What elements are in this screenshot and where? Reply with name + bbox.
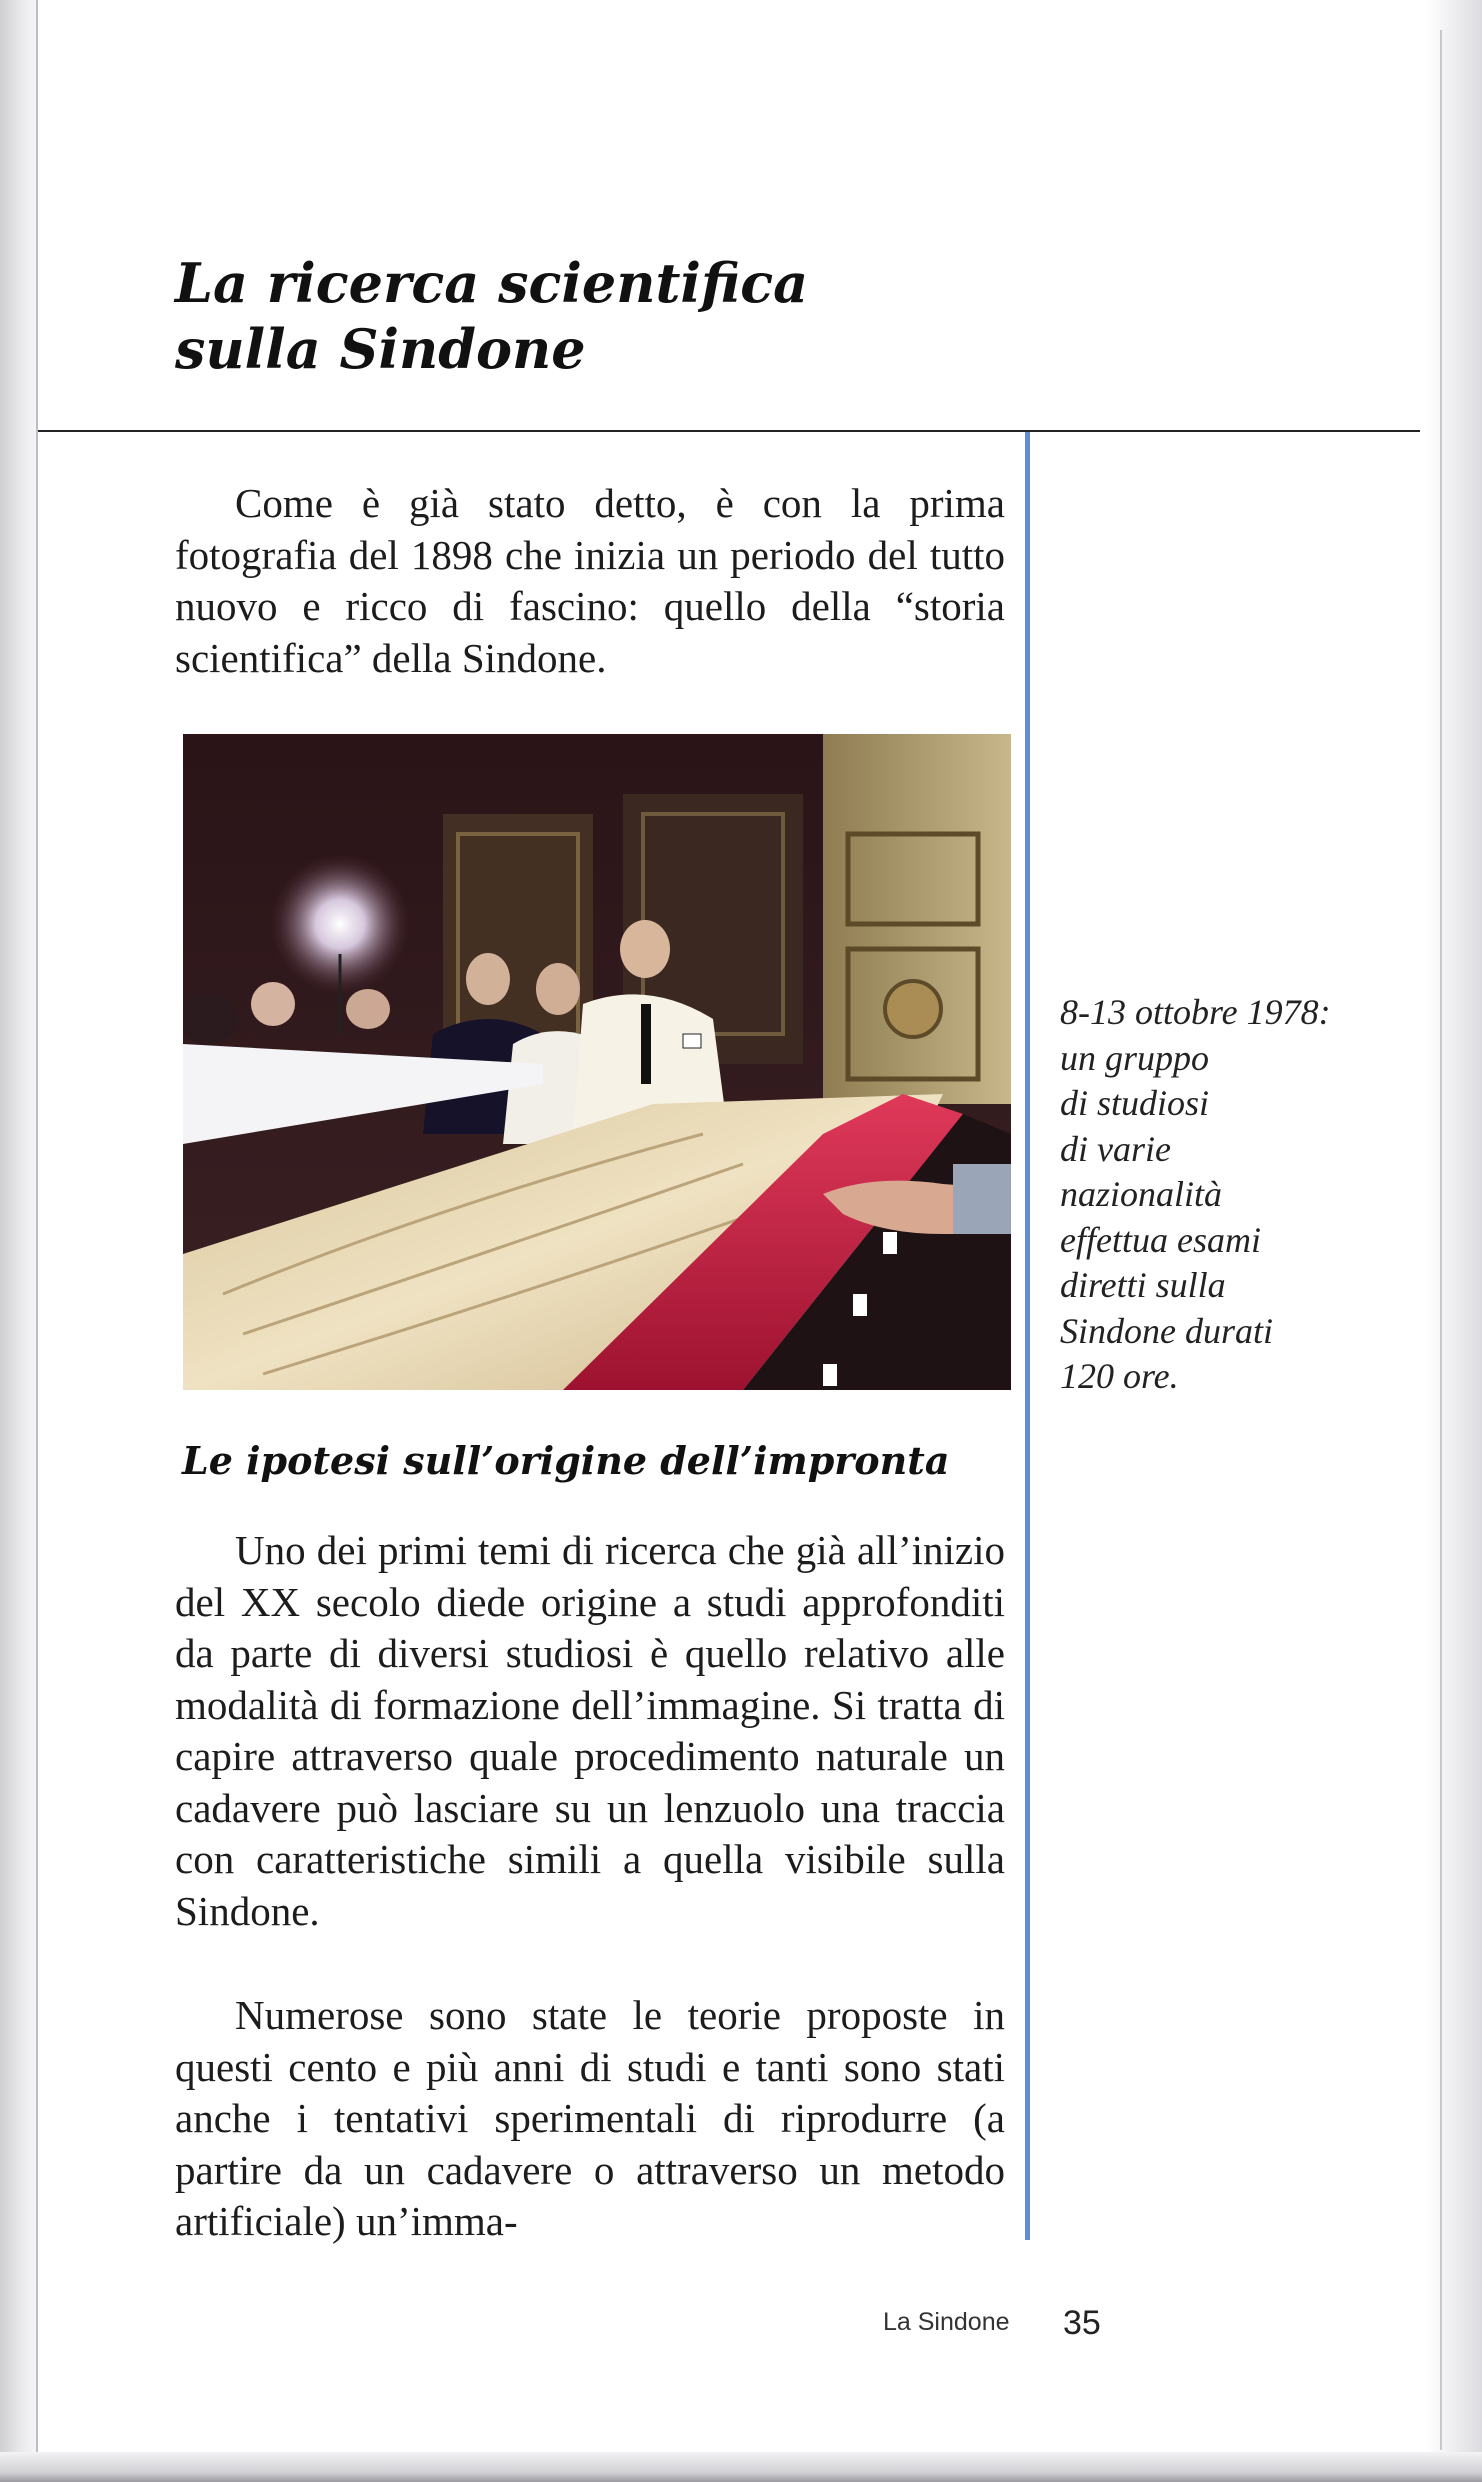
shroud-research-photo bbox=[183, 734, 1011, 1390]
page-number: 35 bbox=[1063, 2304, 1101, 2342]
page-right-edge bbox=[1426, 0, 1482, 2482]
margin-column-rule bbox=[1025, 432, 1030, 2240]
intro-paragraph: Come è già stato detto, è con la prima fotografia del 1898 che inizia un periodo del tutto nuovo e ricco di fascino: quello della “storia scientifica” della Sindone. bbox=[175, 480, 1005, 681]
page-title bbox=[175, 250, 808, 382]
caption-line: Sindone durati bbox=[1060, 1310, 1273, 1351]
caption-line: di studiosi bbox=[1060, 1083, 1210, 1123]
page-gutter-line bbox=[36, 0, 38, 2482]
page-title-line-2: sulla Sindone bbox=[175, 317, 586, 381]
page-left-edge bbox=[0, 0, 38, 2482]
running-footer-title: La Sindone bbox=[883, 2308, 1010, 2336]
section-heading: Le ipotesi sull’origine dell’impronta bbox=[182, 1438, 950, 1483]
page-edge-line bbox=[1440, 30, 1442, 2450]
caption-line: un gruppo bbox=[1060, 1037, 1210, 1078]
photo-caption bbox=[1060, 990, 1390, 1400]
caption-line: diretti sulla bbox=[1060, 1265, 1226, 1305]
page-title-line-1: La ricerca scientifica bbox=[175, 251, 809, 315]
caption-line: nazionalità bbox=[1060, 1174, 1223, 1214]
section-paragraph-1: Uno dei primi temi di ricerca che già all’inizio del XX secolo diede origine a studi approfonditi da parte di diversi studiosi è quello relativo alle modalità di formazione dell’immagine. Si tratta di capire attraverso quale procedimento naturale un cadavere può lasciare su un lenzuolo una traccia con caratteristiche simili a quella visibile sulla Sindone. bbox=[175, 1527, 1005, 1934]
header-rule bbox=[38, 430, 1420, 432]
caption-line: effettua esami bbox=[1060, 1219, 1261, 1260]
caption-line: di varie bbox=[1060, 1128, 1171, 1169]
page-bottom-edge bbox=[0, 2452, 1482, 2482]
caption-line: 120 ore. bbox=[1060, 1356, 1179, 1396]
section-paragraph-2: Numerose sono state le teorie proposte in questi cento e più anni di studi e tanti sono stati anche i tentativi sperimentali di riprodurre (a partire da un cadavere o attraverso un metodo artificiale) un’imma- bbox=[175, 1992, 1005, 2244]
caption-line: 8-13 ottobre 1978: bbox=[1060, 992, 1331, 1032]
